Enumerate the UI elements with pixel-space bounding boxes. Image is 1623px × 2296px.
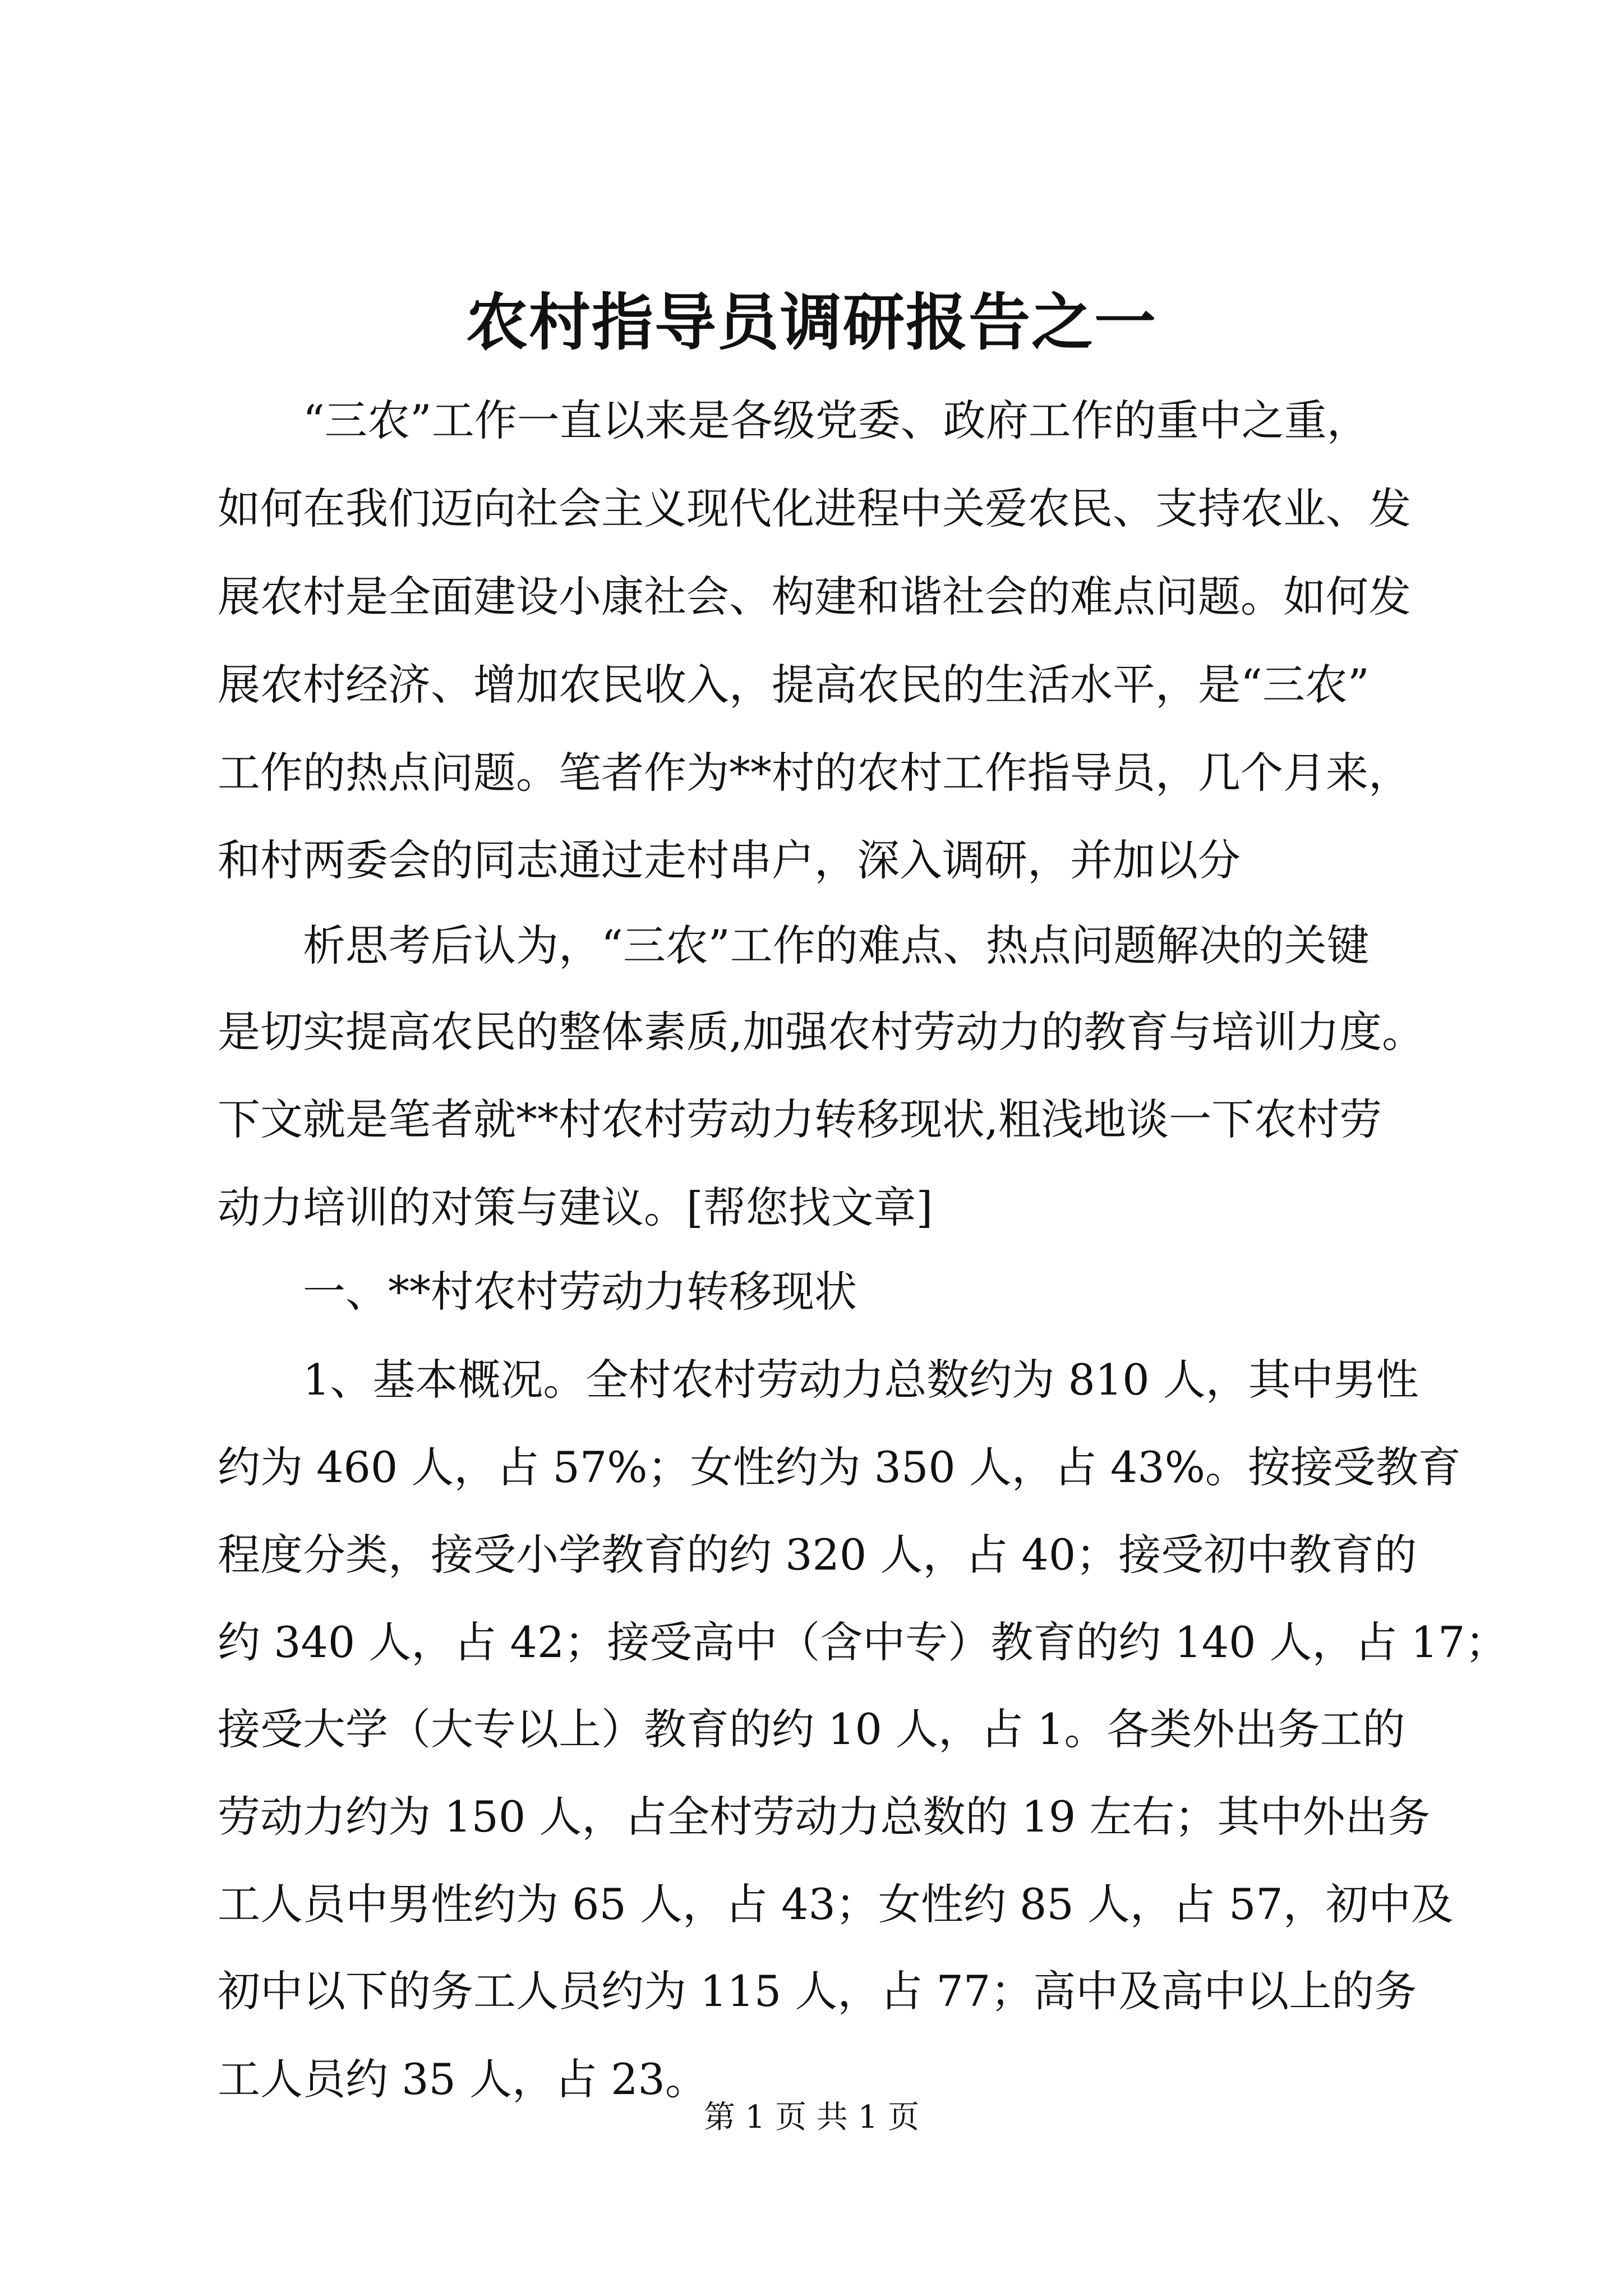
body-line-5: 工作的热点问题。笔者作为**村的农村工作指导员，几个月来， <box>218 748 1411 798</box>
document-title: 农村指导员调研报告之一 <box>466 286 1157 358</box>
body-line-6: 和村两委会的同志通过走村串户，深入调研，并加以分 <box>218 835 1241 885</box>
body-line-4: 展农村经济、增加农民收入，提高农民的生活水平，是“三农” <box>218 660 1370 710</box>
page-number: 第 1 页 共 1 页 <box>703 2099 920 2136</box>
body-line-7: 析思考后认为，“三农”工作的难点、热点问题解决的关键 <box>218 921 1370 970</box>
body-line-13: 约为 460 人，占 57%；女性约为 350 人，占 43%。按接受教育 <box>218 1442 1461 1492</box>
body-line-12: 1、基本概况。全村农村劳动力总数约为 810 人，其中男性 <box>218 1355 1419 1405</box>
body-line-9: 下文就是笔者就**村农村劳动力转移现状,粗浅地谈一下农村劳 <box>218 1094 1382 1144</box>
body-line-20: 工人员约 35 人，占 23。 <box>218 2054 708 2104</box>
body-line-10: 动力培训的对策与建议。[帮您找文章] <box>218 1182 933 1232</box>
body-line-15: 约 340 人，占 42；接受高中（含中专）教育的约 140 人，占 17； <box>218 1617 1508 1667</box>
body-line-19: 初中以下的务工人员约为 115 人，占 77；高中及高中以上的务 <box>218 1966 1417 2016</box>
section-heading: 一、**村农村劳动力转移现状 <box>218 1267 857 1317</box>
body-line-16: 接受大学（大专以上）教育的约 10 人，占 1。各类外出务工的 <box>218 1704 1405 1754</box>
body-line-18: 工人员中男性约为 65 人，占 43；女性约 85 人，占 57，初中及 <box>218 1879 1454 1929</box>
body-line-2: 如何在我们迈向社会主义现代化进程中关爱农民、支持农业、发 <box>218 484 1411 533</box>
body-line-14: 程度分类，接受小学教育的约 320 人，占 40；接受初中教育的 <box>218 1530 1417 1580</box>
body-line-17: 劳动力约为 150 人，占全村劳动力总数的 19 左右；其中外出务 <box>218 1792 1431 1842</box>
body-line-1: “三农”工作一直以来是各级党委、政府工作的重中之重， <box>218 395 1370 445</box>
body-line-3: 展农村是全面建设小康社会、构建和谐社会的难点问题。如何发 <box>218 572 1411 622</box>
body-line-8: 是切实提高农民的整体素质,加强农村劳动力的教育与培训力度。 <box>218 1007 1425 1057</box>
